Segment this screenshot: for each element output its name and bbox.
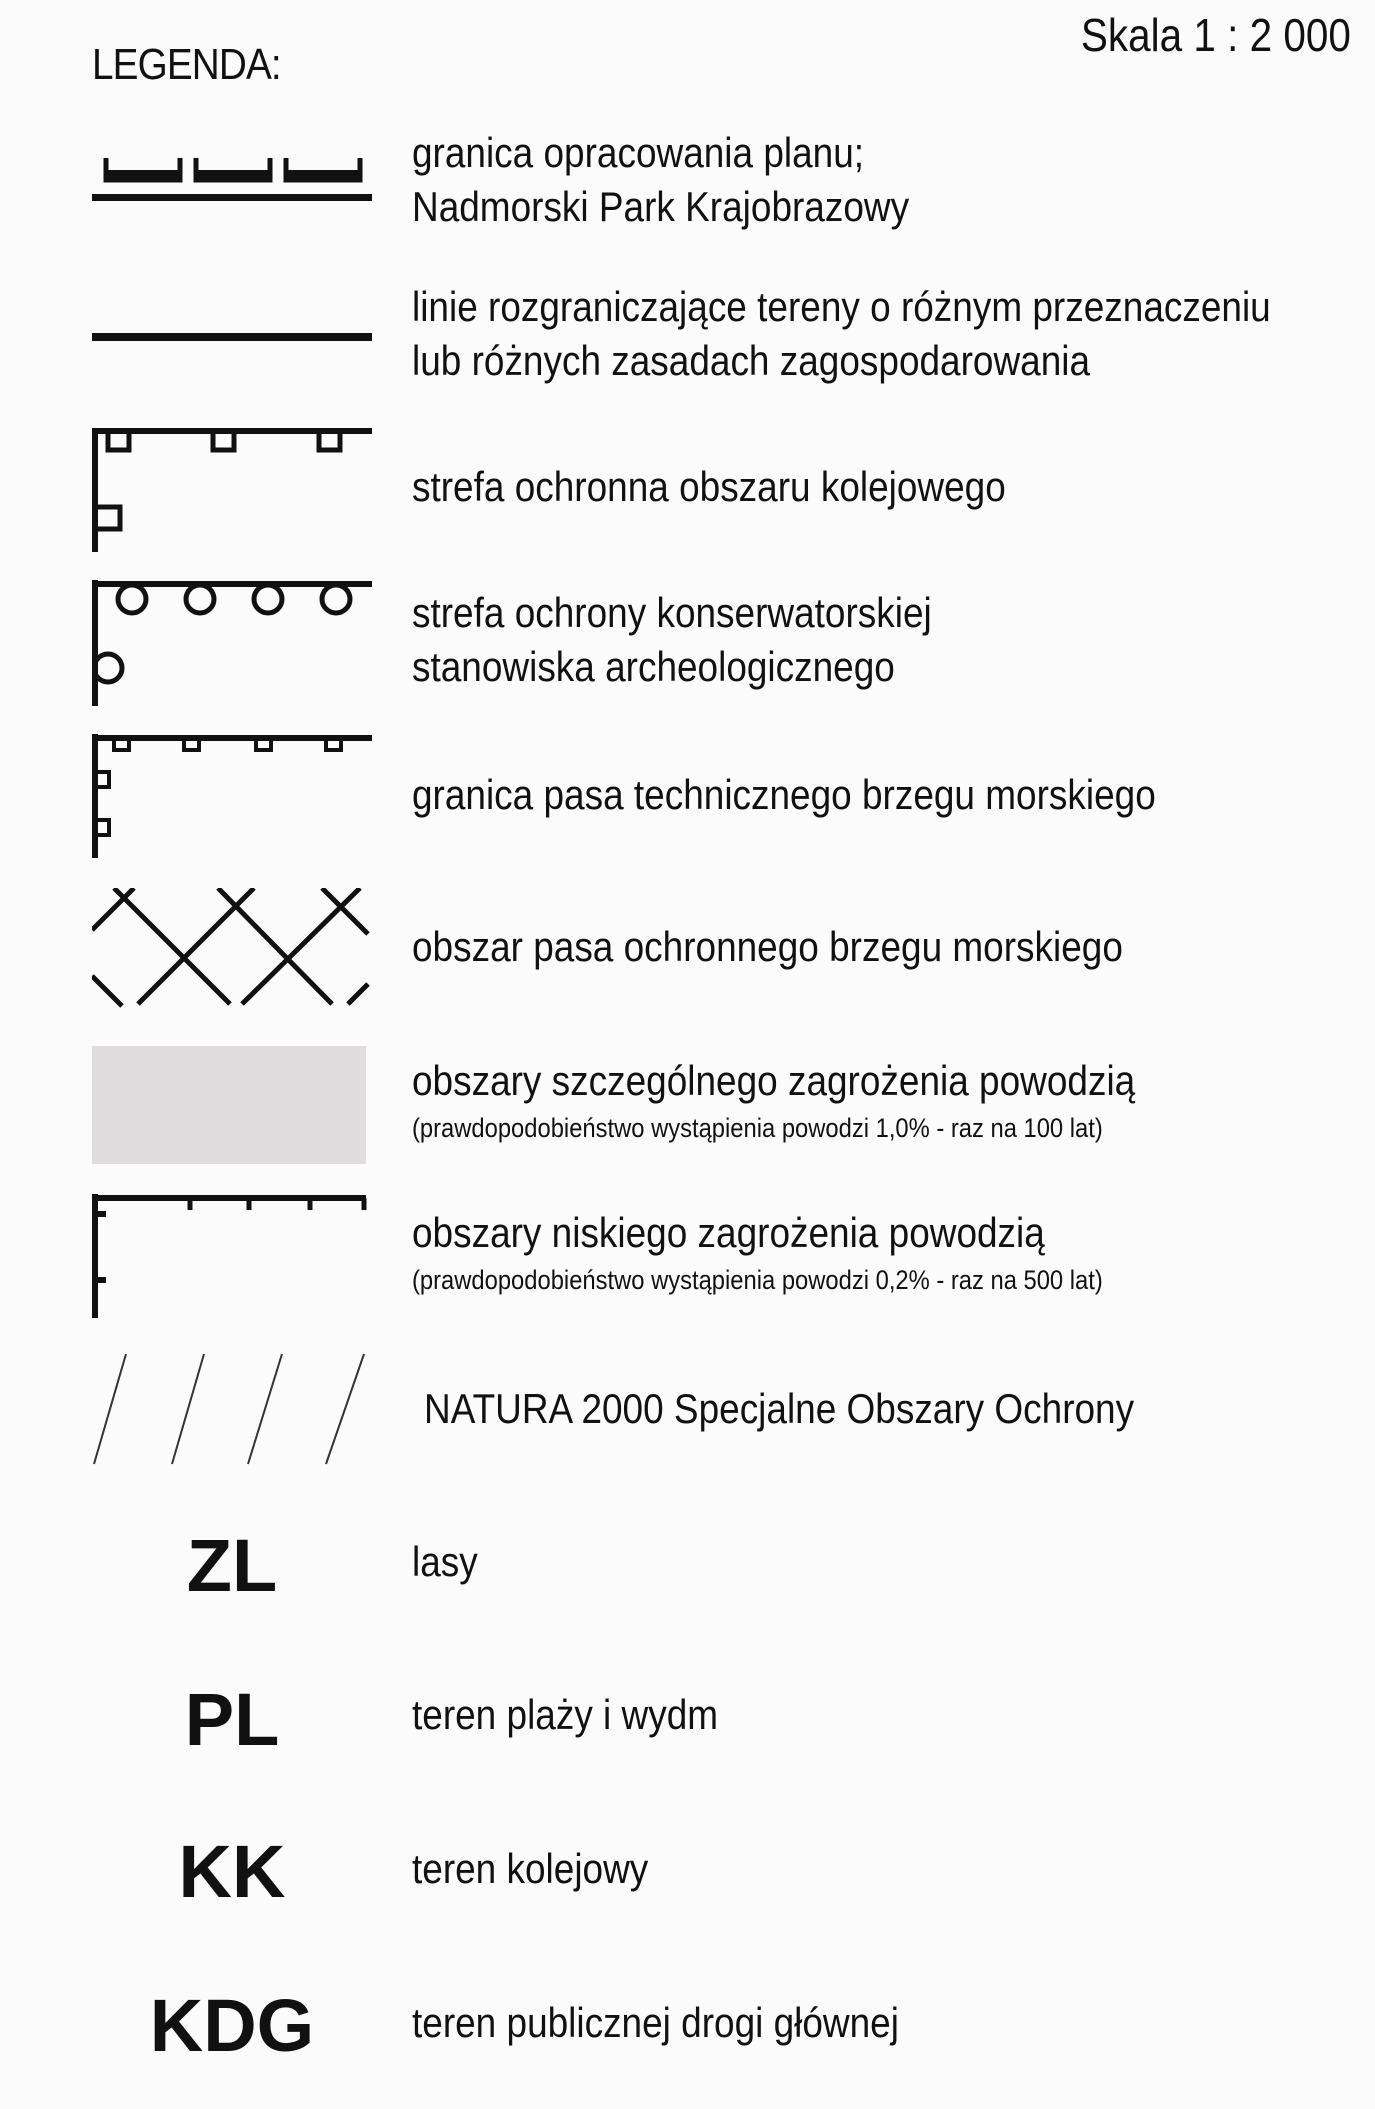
legend-line: strefa ochronna obszaru kolejowego — [412, 463, 1006, 510]
legend-item-high-flood-risk — [412, 1054, 1135, 1148]
land-use-label-kdg: teren publicznej drogi głównej — [412, 1999, 899, 2046]
plan-boundary-icon — [92, 148, 372, 208]
protective-belt-hatch-icon — [92, 888, 372, 1012]
legend-line: granica opracowania planu; — [412, 129, 865, 176]
demarcation-line-icon — [92, 328, 372, 348]
low-flood-risk-boundary-icon — [92, 1194, 372, 1320]
land-use-code-kk: KK — [178, 1830, 286, 1913]
legend-line: NATURA 2000 Specjalne Obszary Ochrony — [424, 1385, 1135, 1432]
legend-note: (prawdopodobieństwo wystąpienia powodzi 0,2% - raz na 500 lat) — [412, 1265, 1103, 1295]
legend-line: Nadmorski Park Krajobrazowy — [412, 183, 910, 230]
map-scale: Skala 1 : 2 000 — [1080, 9, 1351, 61]
legend-note: (prawdopodobieństwo wystąpienia powodzi 1,0% - raz na 100 lat) — [412, 1113, 1103, 1143]
legend-line: linie rozgraniczające tereny o różnym przeznaczeniu — [412, 283, 1271, 330]
land-use-label-zl: lasy — [412, 1538, 478, 1585]
legend-item-plan-boundary — [412, 126, 909, 234]
land-use-code-kdg: KDG — [149, 1984, 315, 2067]
legend-item-protective-belt — [412, 920, 1123, 974]
legend-item-demarcation — [412, 280, 1271, 388]
railway-protection-zone-icon — [92, 428, 372, 554]
legend-line: stanowiska archeologicznego — [412, 643, 895, 690]
legend-line: obszary niskiego zagrożenia powodzią — [412, 1209, 1045, 1256]
legend-line: obszar pasa ochronnego brzegu morskiego — [412, 923, 1123, 970]
legend-item-technical-belt — [412, 768, 1156, 822]
legend-item-archaeological-zone — [412, 586, 932, 694]
land-use-label-pl: teren plaży i wydm — [412, 1691, 719, 1738]
legend-item-natura-2000 — [424, 1382, 1134, 1436]
land-use-label-kk: teren kolejowy — [412, 1845, 649, 1892]
high-flood-risk-fill-icon — [92, 1046, 366, 1164]
legend-line: lub różnych zasadach zagospodarowania — [412, 337, 1091, 384]
legend-line: obszary szczególnego zagrożenia powodzią — [412, 1057, 1136, 1104]
archaeological-zone-icon — [92, 580, 372, 708]
natura-2000-hatch-icon — [92, 1352, 372, 1468]
legend-item-low-flood-risk — [412, 1206, 1103, 1300]
land-use-code-zl: ZL — [186, 1524, 278, 1607]
legend-line: granica pasa technicznego brzegu morskiego — [412, 771, 1156, 818]
technical-belt-boundary-icon — [92, 734, 372, 860]
legend-title: LEGENDA: — [92, 40, 281, 89]
land-use-code-pl: PL — [184, 1678, 280, 1761]
legend-item-railway-zone — [412, 460, 1006, 514]
legend-line: strefa ochrony konserwatorskiej — [412, 589, 932, 636]
